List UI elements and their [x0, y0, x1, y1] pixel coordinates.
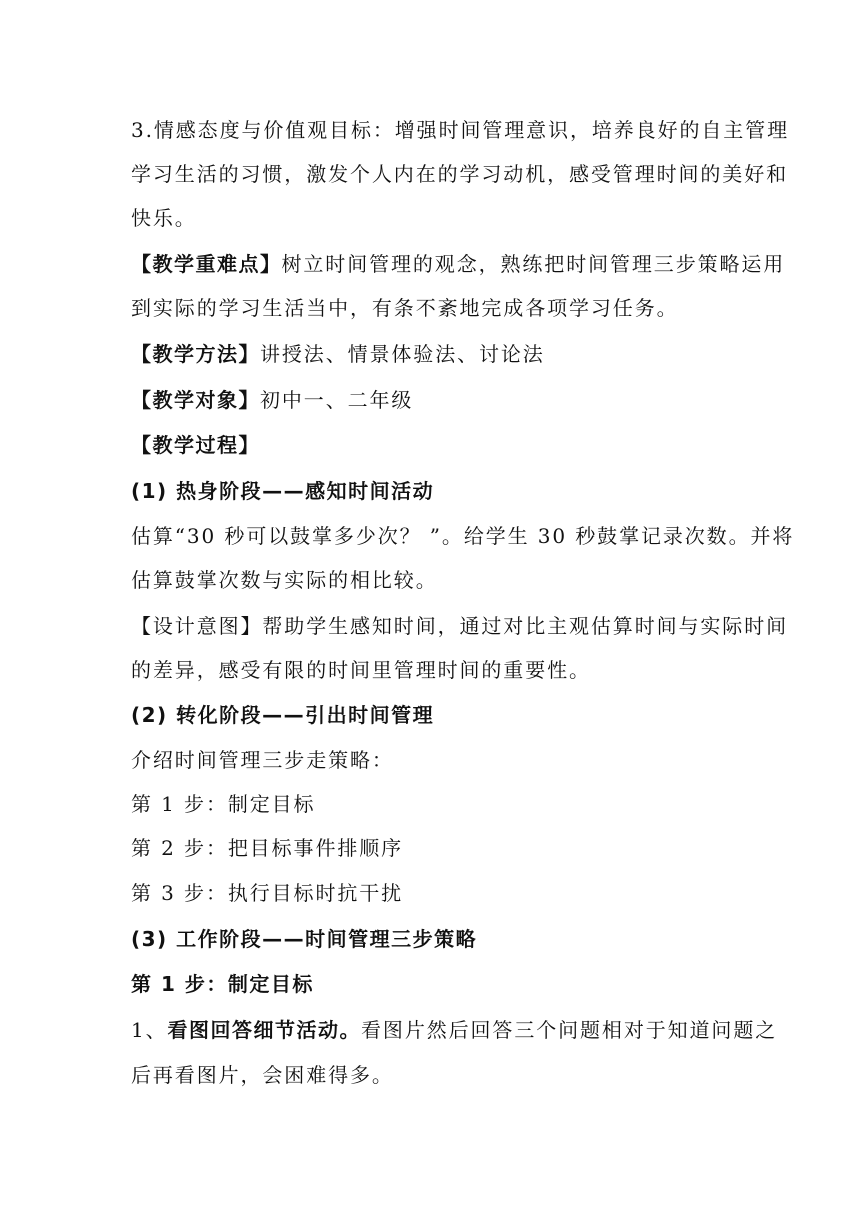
stage3-heading: (3) 工作阶段——时间管理三步策略 — [131, 927, 478, 951]
methods-label: 【教学方法】 — [131, 342, 260, 366]
design-intent-line-2: 的差异，感受有限的时间里管理时间的重要性。 — [131, 658, 591, 682]
goal3-line-1: 3.情感态度与价值观目标：增强时间管理意识，培养良好的自主管理 — [131, 118, 789, 142]
step-1: 第 1 步：制定目标 — [131, 792, 316, 816]
goal3-line-2: 学习生活的习惯，激发个人内在的学习动机，感受管理时间的美好和 — [131, 162, 788, 186]
target-text: 初中一、二年级 — [260, 388, 414, 412]
step1-heading: 第 1 步：制定目标 — [131, 972, 314, 996]
stage1-line-1: 估算“30 秒可以鼓掌多少次？ ”。给学生 30 秒鼓掌记录次数。并将 — [131, 524, 795, 548]
key-points-line-1 — [131, 250, 785, 278]
activity1-line-2: 后再看图片，会困难得多。 — [131, 1063, 394, 1087]
goal3-line-3: 快乐。 — [131, 206, 197, 230]
process-heading: 【教学过程】 — [131, 433, 260, 457]
target-line — [131, 386, 413, 414]
step-3: 第 3 步：执行目标时抗干扰 — [131, 881, 404, 905]
activity1-line-1 — [131, 1016, 777, 1044]
key-points-label: 【教学重难点】 — [131, 252, 282, 276]
activity1-text: 看图片然后回答三个问题相对于知道问题之 — [361, 1018, 778, 1042]
methods-line — [131, 340, 545, 368]
step-2: 第 2 步：把目标事件排顺序 — [131, 836, 404, 860]
stage1-heading: (1) 热身阶段——感知时间活动 — [131, 479, 435, 503]
design-intent-line-1: 【设计意图】帮助学生感知时间，通过对比主观估算时间与实际时间 — [131, 614, 788, 638]
stage2-heading: (2) 转化阶段——引出时间管理 — [131, 703, 435, 727]
methods-text: 讲授法、情景体验法、讨论法 — [260, 342, 545, 366]
stage1-line-2: 估算鼓掌次数与实际的相比较。 — [131, 568, 438, 592]
key-points-line-2: 到实际的学习生活当中，有条不紊地完成各项学习任务。 — [131, 296, 679, 320]
stage2-intro: 介绍时间管理三步走策略： — [131, 748, 394, 772]
target-label: 【教学对象】 — [131, 388, 260, 412]
activity1-number: 1、 — [131, 1018, 168, 1042]
key-points-text: 树立时间管理的观念，熟练把时间管理三步策略运用 — [281, 252, 786, 276]
activity1-title: 看图回答细节活动。 — [167, 1018, 362, 1042]
